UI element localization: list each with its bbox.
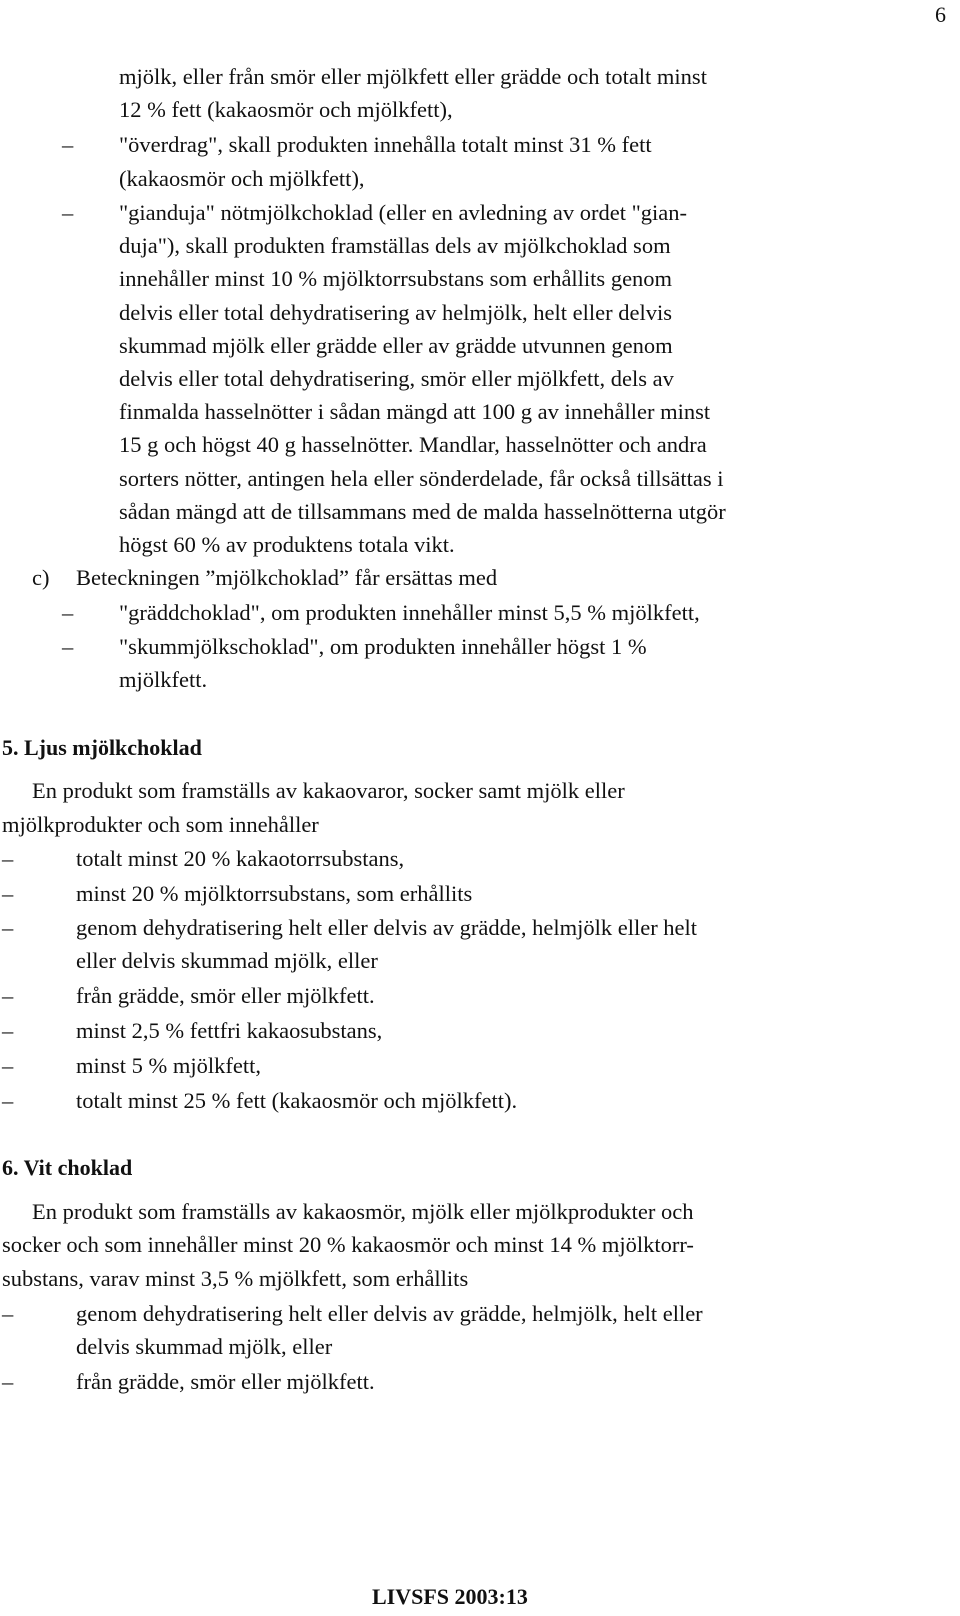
list-item-line: "gräddchoklad", om produkten innehåller minst 5,5 % mjölkfett, — [119, 600, 700, 625]
paragraph-line: mjölk, eller från smör eller mjölkfett eller grädde och totalt minst — [119, 64, 707, 89]
list-dash: – — [62, 132, 74, 157]
list-item-line: genom dehydratisering helt eller delvis av grädde, helmjölk, helt eller — [76, 1301, 703, 1326]
list-item-line: sådan mängd att de tillsammans med de malda hasselnötterna utgör — [119, 499, 726, 524]
document-footer: LIVSFS 2003:13 — [372, 1584, 528, 1609]
list-item-line: sorters nötter, antingen hela eller sönderdelade, får också tillsättas i — [119, 466, 724, 491]
list-dash: – — [2, 1053, 14, 1078]
list-item-line: (kakaosmör och mjölkfett), — [119, 166, 365, 191]
list-item-line: delvis eller total dehydratisering av helmjölk, helt eller delvis — [119, 300, 672, 325]
list-dash: – — [2, 846, 14, 871]
list-item-line: minst 2,5 % fettfri kakaosubstans, — [76, 1018, 383, 1043]
list-item-line: totalt minst 20 % kakaotorrsubstans, — [76, 846, 405, 871]
list-item-line: från grädde, smör eller mjölkfett. — [76, 983, 375, 1008]
list-dash: – — [2, 1369, 14, 1394]
list-dash: – — [2, 881, 14, 906]
list-item-line: "gianduja" nötmjölkchoklad (eller en avledning av ordet "gian- — [119, 200, 688, 225]
list-item-line: delvis skummad mjölk, eller — [76, 1334, 333, 1359]
list-dash: – — [2, 1088, 14, 1113]
list-item-line: högst 60 % av produktens totala vikt. — [119, 532, 455, 557]
section-heading: 5. Ljus mjölkchoklad — [2, 735, 202, 760]
paragraph-line: substans, varav minst 3,5 % mjölkfett, som erhållits — [2, 1266, 469, 1291]
list-item-line: duja"), skall produkten framställas dels av mjölkchoklad som — [119, 233, 671, 258]
list-dash: – — [62, 200, 74, 225]
list-item-line: från grädde, smör eller mjölkfett. — [76, 1369, 375, 1394]
list-item-line: genom dehydratisering helt eller delvis av grädde, helmjölk eller helt — [76, 915, 698, 940]
list-item-line: finmalda hasselnötter i sådan mängd att 100 g av innehåller minst — [119, 399, 711, 424]
paragraph-line: En produkt som framställs av kakaosmör, mjölk eller mjölkprodukter och — [32, 1199, 694, 1224]
paragraph-line: 12 % fett (kakaosmör och mjölkfett), — [119, 97, 453, 122]
list-item-line: mjölkfett. — [119, 667, 208, 692]
list-item-line: "skummjölkschoklad", om produkten innehåller högst 1 % — [119, 634, 647, 659]
list-dash: – — [2, 1301, 14, 1326]
list-item-line: skummad mjölk eller grädde eller av grädde utvunnen genom — [119, 333, 673, 358]
list-dash: – — [2, 983, 14, 1008]
list-item-line: minst 20 % mjölktorrsubstans, som erhållits — [76, 881, 473, 906]
list-item-line: delvis eller total dehydratisering, smör eller mjölkfett, dels av — [119, 366, 674, 391]
list-item-line: 15 g och högst 40 g hasselnötter. Mandlar, hasselnötter och andra — [119, 432, 707, 457]
list-marker-c: c) — [32, 565, 50, 590]
list-item-line: eller delvis skummad mjölk, eller — [76, 948, 378, 973]
section-heading: 6. Vit choklad — [2, 1155, 133, 1180]
paragraph-line: mjölkprodukter och som innehåller — [2, 812, 319, 837]
paragraph-line: Beteckningen ”mjölkchoklad” får ersättas med — [76, 565, 498, 590]
list-dash: – — [2, 915, 14, 940]
list-item-line: innehåller minst 10 % mjölktorrsubstans som erhållits genom — [119, 266, 673, 291]
list-dash: – — [62, 634, 74, 659]
paragraph-line: socker och som innehåller minst 20 % kakaosmör och minst 14 % mjölktorr- — [2, 1232, 694, 1257]
list-dash: – — [62, 600, 74, 625]
list-item-line: "överdrag", skall produkten innehålla totalt minst 31 % fett — [119, 132, 652, 157]
list-dash: – — [2, 1018, 14, 1043]
list-item-line: minst 5 % mjölkfett, — [76, 1053, 261, 1078]
page-number: 6 — [935, 2, 946, 27]
paragraph-line: En produkt som framställs av kakaovaror, socker samt mjölk eller — [32, 778, 625, 803]
list-item-line: totalt minst 25 % fett (kakaosmör och mjölkfett). — [76, 1088, 518, 1113]
